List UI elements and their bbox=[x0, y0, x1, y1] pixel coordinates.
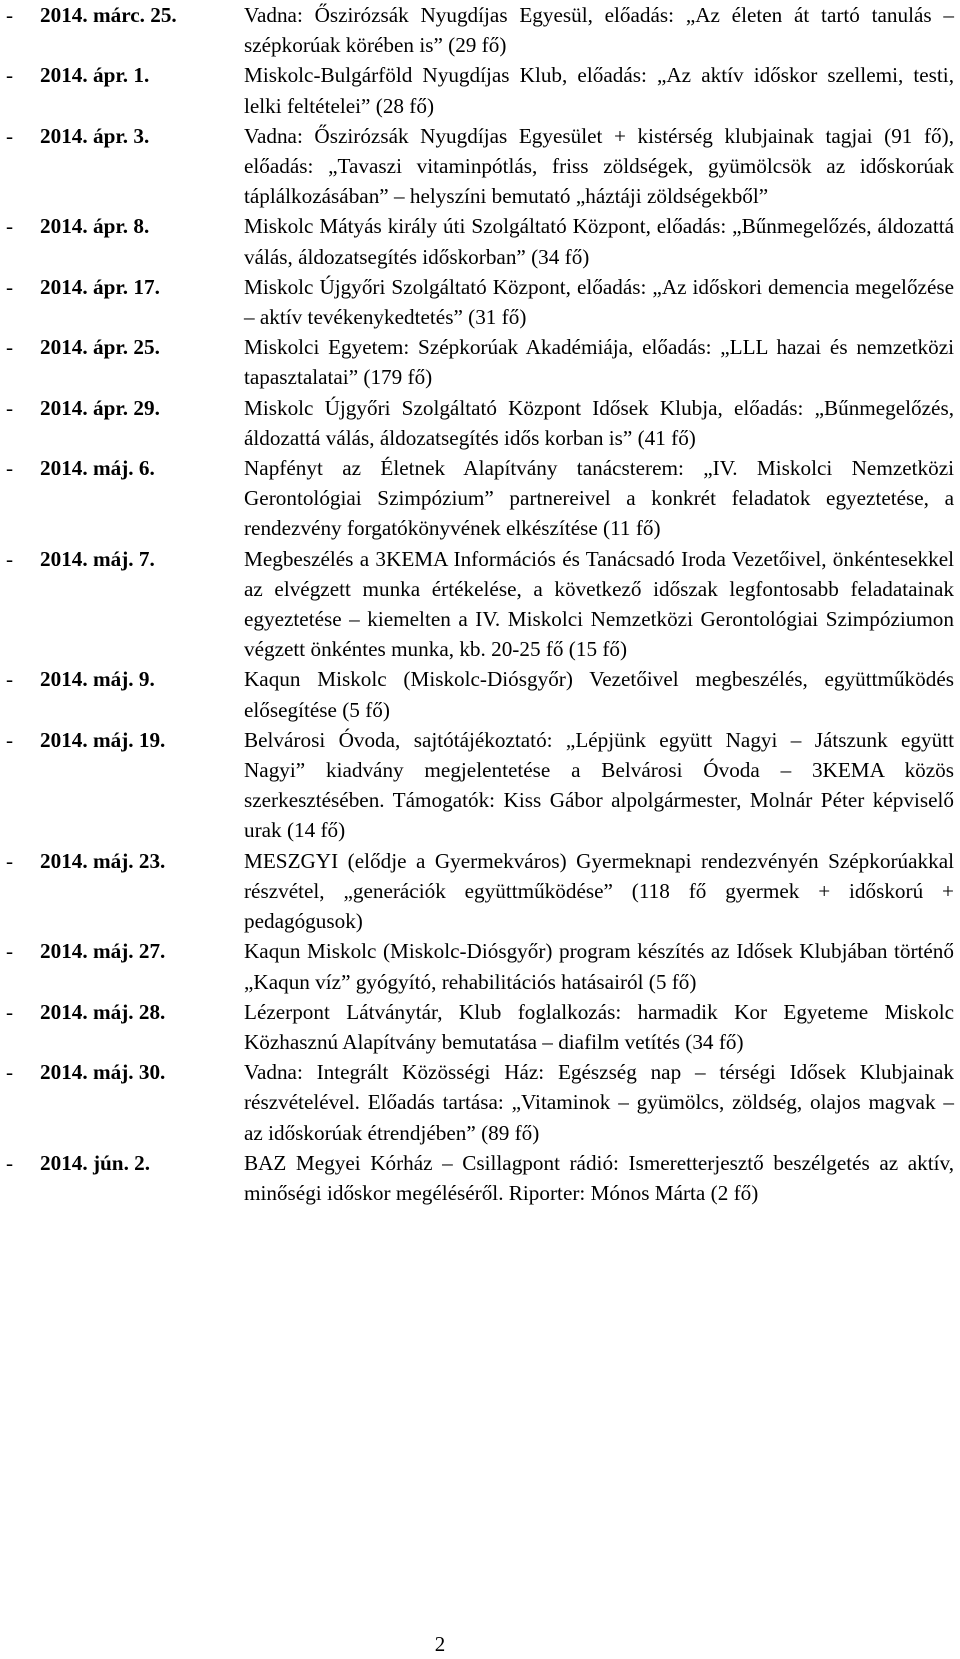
list-dash: - bbox=[6, 727, 14, 752]
event-date: 2014. ápr. 3. bbox=[40, 123, 150, 148]
event-entry bbox=[0, 725, 960, 846]
event-entry bbox=[0, 936, 960, 996]
list-dash: - bbox=[6, 1150, 14, 1175]
event-description: Miskolc Újgyőri Szolgáltató Központ Idősek Klubja, előadás: „Bűnmegelőzés, áldozattá válás, áldozatsegítés idős korban is” (41 fő) bbox=[244, 395, 954, 450]
list-dash: - bbox=[6, 3, 14, 27]
event-date: 2014. máj. 7. bbox=[40, 546, 155, 571]
event-entry bbox=[0, 393, 960, 453]
event-description: MESZGYI (elődje a Gyermekváros) Gyermeknapi rendezvényén Szépkorúakkal részvétel, „generációk együttműködése” (118 fő gyermek + időskorú + pedagógusok) bbox=[244, 848, 954, 934]
event-date: 2014. máj. 6. bbox=[40, 456, 155, 481]
event-description: Miskolc-Bulgárföld Nyugdíjas Klub, előadás: „Az aktív időskor szellemi, testi, lelki feltételei” (28 fő) bbox=[244, 63, 954, 118]
event-date: 2014. ápr. 17. bbox=[40, 274, 160, 299]
event-description: Miskolci Egyetem: Szépkorúak Akadémiája, előadás: „LLL hazai és nemzetközi tapasztalatai” (179 fő) bbox=[244, 335, 954, 390]
event-description: Vadna: Őszirózsák Nyugdíjas Egyesül, előadás: „Az életen át tartó tanulás – szépkorúak körében is” (29 fő) bbox=[244, 3, 954, 58]
page-number: 2 bbox=[434, 1632, 446, 1656]
event-date: 2014. márc. 25. bbox=[40, 3, 177, 27]
event-date: 2014. máj. 19. bbox=[40, 727, 166, 752]
list-dash: - bbox=[6, 456, 14, 481]
event-date: 2014. máj. 23. bbox=[40, 848, 166, 873]
event-description: Kaqun Miskolc (Miskolc-Diósgyőr) Vezetőivel megbeszélés, együttműködés elősegítése (5 fő) bbox=[244, 667, 954, 722]
list-dash: - bbox=[6, 123, 14, 148]
event-description: Miskolc Újgyőri Szolgáltató Központ, előadás: „Az időskori demencia megelőzése – aktív tevékenykedtetés” (31 fő) bbox=[244, 274, 954, 330]
list-dash: - bbox=[6, 939, 14, 964]
event-description: Megbeszélés a 3KEMA Információs és Tanácsadó Iroda Vezetőivel, önkéntesekkel az elvégzett munka értékelése, a következő időszak legfontosabb feladatainak egyeztetése – kiemelten a IV. Miskolci Nemzetközi Gerontológiai Szimpóziumon végzett önkéntes munka, kb. 20-25 fő (15 fő) bbox=[244, 546, 954, 662]
event-date: 2014. ápr. 8. bbox=[40, 214, 150, 239]
event-description: Lézerpont Látványtár, Klub foglalkozás: harmadik Kor Egyeteme Miskolc Közhasznú Alapítvány bemutatása – diafilm vetítés (34 fő) bbox=[244, 999, 954, 1054]
list-dash: - bbox=[6, 848, 14, 873]
event-description: Belvárosi Óvoda, sajtótájékoztató: „Lépjünk együtt Nagyi – Játszunk együtt Nagyi” kiadvány megjelentetése a Belvárosi Óvoda – 3KEMA közös szerkesztésében. Támogatók: Kiss Gábor alpolgármester, Molnár Péter képviselő urak (14 fő) bbox=[244, 727, 954, 843]
list-dash: - bbox=[6, 546, 14, 571]
event-entry bbox=[0, 453, 960, 544]
event-description: Miskolc Mátyás király úti Szolgáltató Központ, előadás: „Bűnmegelőzés, áldozattá válás, áldozatsegítés időskorban” (34 fő) bbox=[244, 214, 954, 269]
event-entry bbox=[0, 211, 960, 271]
list-dash: - bbox=[6, 999, 14, 1024]
event-entry bbox=[0, 1057, 960, 1148]
list-dash: - bbox=[6, 335, 14, 360]
list-dash: - bbox=[6, 667, 14, 692]
list-dash: - bbox=[6, 63, 14, 88]
event-description: BAZ Megyei Kórház – Csillagpont rádió: Ismeretterjesztő beszélgetés az aktív, minőségi időskor megéléséről. Riporter: Mónos Márta (2 fő) bbox=[244, 1150, 954, 1205]
event-date: 2014. ápr. 25. bbox=[40, 335, 160, 360]
event-entry bbox=[0, 997, 960, 1057]
list-dash: - bbox=[6, 1060, 14, 1085]
list-dash: - bbox=[6, 395, 14, 420]
event-description: Vadna: Integrált Közösségi Ház: Egészség nap – térségi Idősek Klubjainak részvételével. Előadás tartása: „Vitaminok – gyümölcs, zöldség, olajos magvak – az időskorúak étrendjében” (89 fő) bbox=[244, 1060, 954, 1145]
event-date: 2014. máj. 30. bbox=[40, 1060, 166, 1085]
event-entry bbox=[0, 332, 960, 392]
event-date: 2014. máj. 28. bbox=[40, 999, 166, 1024]
event-entry bbox=[0, 272, 960, 332]
event-date: 2014. ápr. 29. bbox=[40, 395, 160, 420]
event-entry bbox=[0, 664, 960, 724]
event-date: 2014. máj. 27. bbox=[40, 939, 166, 964]
event-entry bbox=[0, 1148, 960, 1208]
event-entry bbox=[0, 846, 960, 937]
event-date: 2014. ápr. 1. bbox=[40, 63, 150, 88]
event-description: Vadna: Őszirózsák Nyugdíjas Egyesület + kistérség klubjainak tagjai (91 fő), előadás: „Tavaszi vitaminpótlás, friss zöldségek, gyümölcsök az időskorúak táplálkozásában” – helyszíni bemutató „háztáji zöldségekből” bbox=[244, 123, 954, 209]
event-date: 2014. máj. 9. bbox=[40, 667, 155, 692]
list-dash: - bbox=[6, 274, 14, 299]
event-date: 2014. jún. 2. bbox=[40, 1150, 151, 1175]
list-dash: - bbox=[6, 214, 14, 239]
event-entry bbox=[0, 121, 960, 212]
event-description: Kaqun Miskolc (Miskolc-Diósgyőr) program készítés az Idősek Klubjában történő „Kaqun víz” gyógyító, rehabilitációs hatásairól (5 fő) bbox=[244, 939, 954, 994]
event-description: Napfényt az Életnek Alapítvány tanácsterem: „IV. Miskolci Nemzetközi Gerontológiai Szimpózium” partnereivel a konkrét feladatok egyeztetése, a rendezvény forgatókönyvének elkészítése (11 fő) bbox=[244, 456, 954, 541]
event-entry bbox=[0, 0, 960, 60]
event-entry bbox=[0, 60, 960, 120]
event-entry bbox=[0, 544, 960, 665]
